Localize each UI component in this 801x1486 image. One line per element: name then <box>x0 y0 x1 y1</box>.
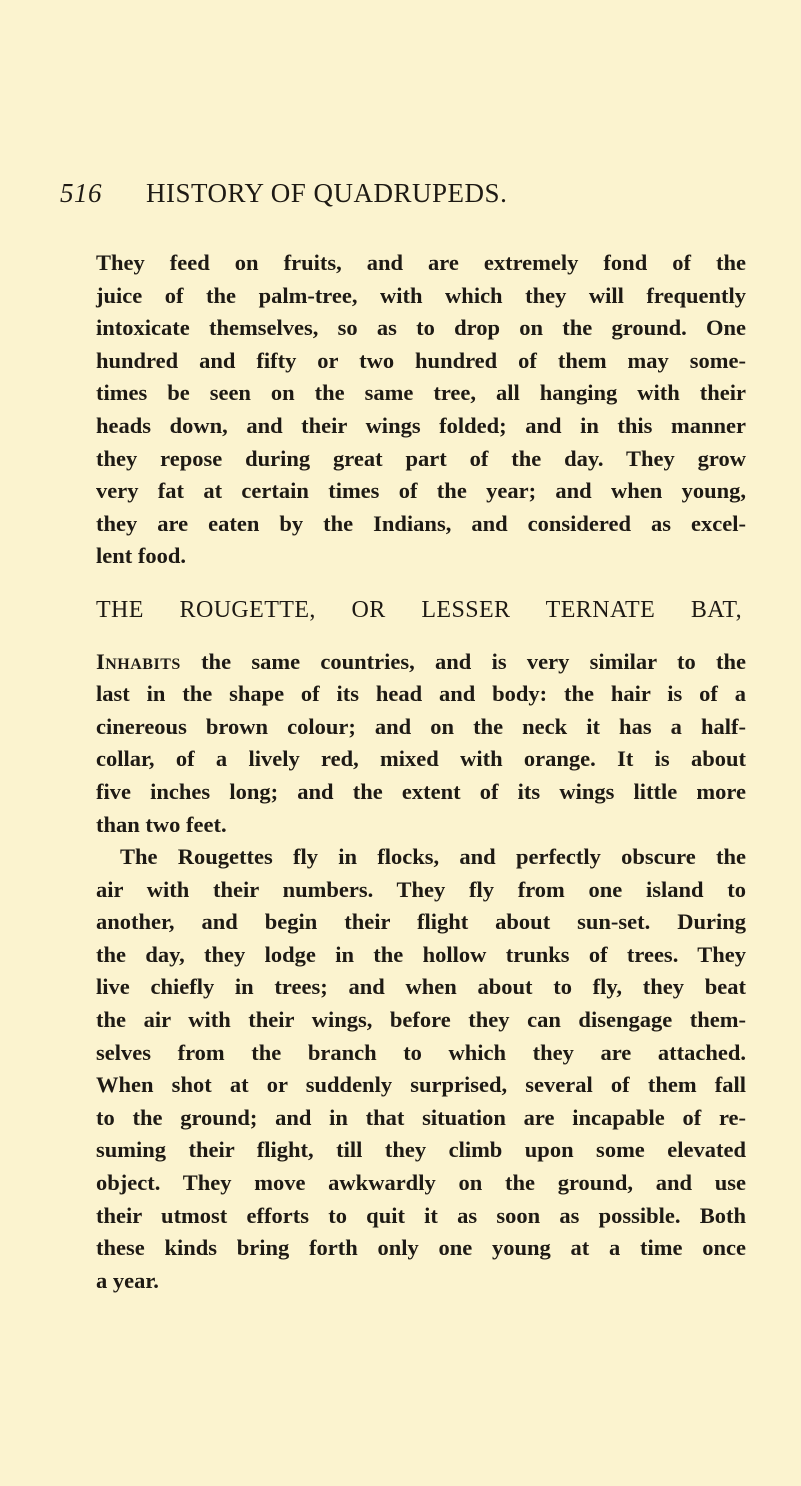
text-line: juice of the palm-tree, with which they will frequently <box>96 282 746 308</box>
text-line: collar, of a lively red, mixed with orange. It is about <box>96 746 746 772</box>
paragraph-3 <box>96 841 746 1297</box>
text-line: these kinds bring forth only one young at a time once <box>96 1235 746 1261</box>
text-line: cinereous brown colour; and on the neck it has a half- <box>96 713 746 739</box>
text-line: times be seen on the same tree, all hanging with their <box>96 380 746 406</box>
running-title: HISTORY OF QUADRUPEDS. <box>146 178 508 208</box>
text-line-lead <box>96 646 746 679</box>
text-line: When shot at or suddenly surprised, several of them fall <box>96 1072 746 1098</box>
text-line: their utmost efforts to quit it as soon as possible. Both <box>96 1202 746 1228</box>
text-line: heads down, and their wings folded; and in this manner <box>96 412 746 438</box>
text-line: lent food. <box>96 543 186 569</box>
text-line: intoxicate themselves, so as to drop on the ground. One <box>96 315 746 341</box>
paragraph-1 <box>96 247 746 573</box>
text-line: the air with their wings, before they can disengage them- <box>96 1007 746 1033</box>
text-line: another, and begin their flight about sun-set. During <box>96 909 746 935</box>
text-line: very fat at certain times of the year; and when young, <box>96 478 746 504</box>
text-line: the day, they lodge in the hollow trunks of trees. They <box>96 941 746 967</box>
text-line: object. They move awkwardly on the ground, and use <box>96 1170 746 1196</box>
text-line: live chiefly in trees; and when about to fly, they beat <box>96 974 746 1000</box>
lead-word: Inhabits <box>96 648 181 674</box>
lead-rest: the same countries, and is very similar to the <box>180 648 746 674</box>
text-line: they are eaten by the Indians, and considered as excel- <box>96 510 746 536</box>
paragraph-2 <box>96 646 746 842</box>
text-line: last in the shape of its head and body: the hair is of a <box>96 681 746 707</box>
text-line: selves from the branch to which they are attached. <box>96 1039 746 1065</box>
text-line: air with their numbers. They fly from one island to <box>96 876 746 902</box>
text-line: suming their flight, till they climb upon some elevated <box>96 1137 746 1163</box>
text-line: a year. <box>96 1267 159 1293</box>
text-line: The Rougettes fly in flocks, and perfectly obscure the <box>120 844 746 870</box>
text-line: they repose during great part of the day. They grow <box>96 445 746 471</box>
page-header <box>60 178 740 218</box>
text-line: to the ground; and in that situation are incapable of re- <box>96 1104 746 1130</box>
text-line: five inches long; and the extent of its wings little more <box>96 778 746 804</box>
page-number: 516 <box>60 178 102 208</box>
section-heading: THE ROUGETTE, OR LESSER TERNATE BAT, <box>96 596 742 623</box>
text-line: They feed on fruits, and are extremely fond of the <box>96 250 746 275</box>
body-text <box>96 247 746 1297</box>
text-line: hundred and fifty or two hundred of them may some- <box>96 347 746 373</box>
text-line: than two feet. <box>96 811 227 837</box>
